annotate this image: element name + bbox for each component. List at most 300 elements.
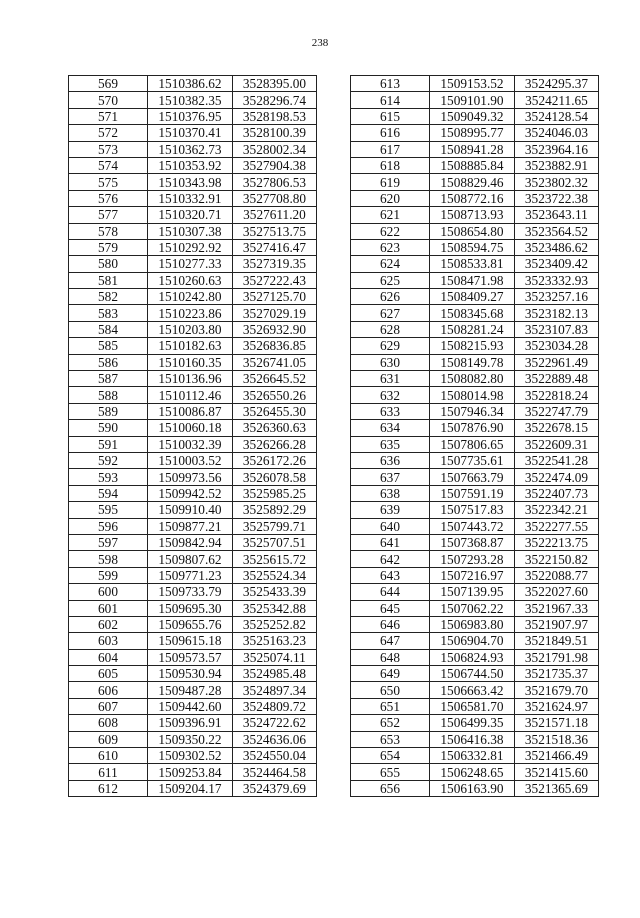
- point-number-cell: 617: [351, 141, 430, 157]
- point-number-cell: 581: [69, 272, 148, 288]
- x-coordinate-cell: 1510032.39: [148, 436, 233, 452]
- point-number-cell: 610: [69, 748, 148, 764]
- table-row: [351, 256, 599, 272]
- table-row: [351, 436, 599, 452]
- point-number-cell: 589: [69, 403, 148, 419]
- table-row: [351, 321, 599, 337]
- point-number-cell: 576: [69, 190, 148, 206]
- y-coordinate-cell: 3525163.23: [233, 633, 317, 649]
- y-coordinate-cell: 3522277.55: [515, 518, 599, 534]
- x-coordinate-cell: 1509350.22: [148, 731, 233, 747]
- point-number-cell: 584: [69, 321, 148, 337]
- x-coordinate-cell: 1508594.75: [430, 239, 515, 255]
- y-coordinate-cell: 3523643.11: [515, 207, 599, 223]
- y-coordinate-cell: 3522541.28: [515, 452, 599, 468]
- y-coordinate-cell: 3521365.69: [515, 780, 599, 796]
- x-coordinate-cell: 1507293.28: [430, 551, 515, 567]
- table-row: [69, 207, 317, 223]
- table-row: [69, 584, 317, 600]
- x-coordinate-cell: 1510086.87: [148, 403, 233, 419]
- table-row: [351, 666, 599, 682]
- point-number-cell: 625: [351, 272, 430, 288]
- y-coordinate-cell: 3524464.58: [233, 764, 317, 780]
- x-coordinate-cell: 1508829.46: [430, 174, 515, 190]
- y-coordinate-cell: 3525799.71: [233, 518, 317, 534]
- table-row: [69, 338, 317, 354]
- x-coordinate-cell: 1510386.62: [148, 76, 233, 92]
- y-coordinate-cell: 3523802.32: [515, 174, 599, 190]
- point-number-cell: 643: [351, 567, 430, 583]
- point-number-cell: 636: [351, 452, 430, 468]
- y-coordinate-cell: 3521466.49: [515, 748, 599, 764]
- y-coordinate-cell: 3526455.30: [233, 403, 317, 419]
- y-coordinate-cell: 3521679.70: [515, 682, 599, 698]
- x-coordinate-cell: 1510260.63: [148, 272, 233, 288]
- point-number-cell: 612: [69, 780, 148, 796]
- table-row: [351, 420, 599, 436]
- point-number-cell: 597: [69, 534, 148, 550]
- point-number-cell: 653: [351, 731, 430, 747]
- table-row: [69, 698, 317, 714]
- x-coordinate-cell: 1510223.86: [148, 305, 233, 321]
- point-number-cell: 635: [351, 436, 430, 452]
- x-coordinate-cell: 1508654.80: [430, 223, 515, 239]
- y-coordinate-cell: 3521624.97: [515, 698, 599, 714]
- x-coordinate-cell: 1509049.32: [430, 108, 515, 124]
- point-number-cell: 606: [69, 682, 148, 698]
- point-number-cell: 628: [351, 321, 430, 337]
- x-coordinate-cell: 1509153.52: [430, 76, 515, 92]
- table-row: [351, 174, 599, 190]
- table-row: [69, 403, 317, 419]
- y-coordinate-cell: 3526645.52: [233, 371, 317, 387]
- y-coordinate-cell: 3524636.06: [233, 731, 317, 747]
- table-row: [351, 731, 599, 747]
- y-coordinate-cell: 3523722.38: [515, 190, 599, 206]
- y-coordinate-cell: 3522747.79: [515, 403, 599, 419]
- table-row: [69, 223, 317, 239]
- table-row: [69, 174, 317, 190]
- table-row: [351, 584, 599, 600]
- y-coordinate-cell: 3521967.33: [515, 600, 599, 616]
- x-coordinate-cell: 1507062.22: [430, 600, 515, 616]
- point-number-cell: 583: [69, 305, 148, 321]
- x-coordinate-cell: 1507443.72: [430, 518, 515, 534]
- y-coordinate-cell: 3527904.38: [233, 157, 317, 173]
- x-coordinate-cell: 1506663.42: [430, 682, 515, 698]
- y-coordinate-cell: 3523486.62: [515, 239, 599, 255]
- y-coordinate-cell: 3528395.00: [233, 76, 317, 92]
- x-coordinate-cell: 1510060.18: [148, 420, 233, 436]
- x-coordinate-cell: 1506983.80: [430, 616, 515, 632]
- x-coordinate-cell: 1509695.30: [148, 600, 233, 616]
- x-coordinate-cell: 1506581.70: [430, 698, 515, 714]
- table-row: [69, 387, 317, 403]
- y-coordinate-cell: 3527708.80: [233, 190, 317, 206]
- table-row: [351, 748, 599, 764]
- x-coordinate-cell: 1508149.78: [430, 354, 515, 370]
- point-number-cell: 598: [69, 551, 148, 567]
- point-number-cell: 627: [351, 305, 430, 321]
- x-coordinate-cell: 1508885.84: [430, 157, 515, 173]
- point-number-cell: 641: [351, 534, 430, 550]
- table-row: [351, 633, 599, 649]
- point-number-cell: 592: [69, 452, 148, 468]
- table-row: [69, 256, 317, 272]
- point-number-cell: 621: [351, 207, 430, 223]
- x-coordinate-cell: 1510382.35: [148, 92, 233, 108]
- table-row: [69, 567, 317, 583]
- y-coordinate-cell: 3525252.82: [233, 616, 317, 632]
- x-coordinate-cell: 1510320.71: [148, 207, 233, 223]
- table-row: [351, 649, 599, 665]
- table-row: [69, 108, 317, 124]
- point-number-cell: 579: [69, 239, 148, 255]
- x-coordinate-cell: 1508995.77: [430, 125, 515, 141]
- x-coordinate-cell: 1507806.65: [430, 436, 515, 452]
- y-coordinate-cell: 3522609.31: [515, 436, 599, 452]
- y-coordinate-cell: 3525985.25: [233, 485, 317, 501]
- point-number-cell: 649: [351, 666, 430, 682]
- table-row: [69, 452, 317, 468]
- table-row: [69, 125, 317, 141]
- point-number-cell: 633: [351, 403, 430, 419]
- point-number-cell: 586: [69, 354, 148, 370]
- point-number-cell: 646: [351, 616, 430, 632]
- y-coordinate-cell: 3522407.73: [515, 485, 599, 501]
- table-row: [69, 534, 317, 550]
- point-number-cell: 575: [69, 174, 148, 190]
- point-number-cell: 580: [69, 256, 148, 272]
- point-number-cell: 650: [351, 682, 430, 698]
- point-number-cell: 648: [351, 649, 430, 665]
- y-coordinate-cell: 3521415.60: [515, 764, 599, 780]
- point-number-cell: 614: [351, 92, 430, 108]
- y-coordinate-cell: 3522342.21: [515, 502, 599, 518]
- x-coordinate-cell: 1508345.68: [430, 305, 515, 321]
- point-number-cell: 595: [69, 502, 148, 518]
- table-row: [69, 272, 317, 288]
- table-row: [69, 321, 317, 337]
- point-number-cell: 655: [351, 764, 430, 780]
- table-row: [351, 764, 599, 780]
- x-coordinate-cell: 1510343.98: [148, 174, 233, 190]
- point-number-cell: 599: [69, 567, 148, 583]
- table-row: [69, 190, 317, 206]
- y-coordinate-cell: 3524809.72: [233, 698, 317, 714]
- y-coordinate-cell: 3528198.53: [233, 108, 317, 124]
- table-row: [351, 502, 599, 518]
- x-coordinate-cell: 1509253.84: [148, 764, 233, 780]
- y-coordinate-cell: 3522889.48: [515, 371, 599, 387]
- y-coordinate-cell: 3526360.63: [233, 420, 317, 436]
- y-coordinate-cell: 3526550.26: [233, 387, 317, 403]
- y-coordinate-cell: 3528296.74: [233, 92, 317, 108]
- y-coordinate-cell: 3524046.03: [515, 125, 599, 141]
- table-row: [351, 616, 599, 632]
- y-coordinate-cell: 3525074.11: [233, 649, 317, 665]
- table-row: [351, 600, 599, 616]
- table-row: [351, 780, 599, 796]
- y-coordinate-cell: 3523257.16: [515, 289, 599, 305]
- table-row: [69, 649, 317, 665]
- table-row: [69, 616, 317, 632]
- y-coordinate-cell: 3523564.52: [515, 223, 599, 239]
- y-coordinate-cell: 3522213.75: [515, 534, 599, 550]
- y-coordinate-cell: 3524295.37: [515, 76, 599, 92]
- point-number-cell: 640: [351, 518, 430, 534]
- table-row: [69, 289, 317, 305]
- point-number-cell: 626: [351, 289, 430, 305]
- x-coordinate-cell: 1508941.28: [430, 141, 515, 157]
- y-coordinate-cell: 3524379.69: [233, 780, 317, 796]
- table-row: [351, 518, 599, 534]
- y-coordinate-cell: 3527806.53: [233, 174, 317, 190]
- x-coordinate-cell: 1506332.81: [430, 748, 515, 764]
- point-number-cell: 601: [69, 600, 148, 616]
- x-coordinate-cell: 1509396.91: [148, 715, 233, 731]
- x-coordinate-cell: 1510332.91: [148, 190, 233, 206]
- point-number-cell: 631: [351, 371, 430, 387]
- table-row: [351, 76, 599, 92]
- point-number-cell: 582: [69, 289, 148, 305]
- point-number-cell: 616: [351, 125, 430, 141]
- y-coordinate-cell: 3522150.82: [515, 551, 599, 567]
- table-row: [69, 715, 317, 731]
- x-coordinate-cell: 1510203.80: [148, 321, 233, 337]
- x-coordinate-cell: 1507946.34: [430, 403, 515, 419]
- x-coordinate-cell: 1506499.35: [430, 715, 515, 731]
- x-coordinate-cell: 1510370.41: [148, 125, 233, 141]
- y-coordinate-cell: 3523964.16: [515, 141, 599, 157]
- x-coordinate-cell: 1509442.60: [148, 698, 233, 714]
- point-number-cell: 591: [69, 436, 148, 452]
- point-number-cell: 571: [69, 108, 148, 124]
- x-coordinate-cell: 1509942.52: [148, 485, 233, 501]
- x-coordinate-cell: 1510136.96: [148, 371, 233, 387]
- point-number-cell: 638: [351, 485, 430, 501]
- point-number-cell: 569: [69, 76, 148, 92]
- y-coordinate-cell: 3526932.90: [233, 321, 317, 337]
- table-row: [351, 534, 599, 550]
- y-coordinate-cell: 3521907.97: [515, 616, 599, 632]
- x-coordinate-cell: 1510242.80: [148, 289, 233, 305]
- x-coordinate-cell: 1509615.18: [148, 633, 233, 649]
- point-number-cell: 587: [69, 371, 148, 387]
- y-coordinate-cell: 3525433.39: [233, 584, 317, 600]
- x-coordinate-cell: 1508281.24: [430, 321, 515, 337]
- point-number-cell: 570: [69, 92, 148, 108]
- y-coordinate-cell: 3526078.58: [233, 469, 317, 485]
- point-number-cell: 637: [351, 469, 430, 485]
- y-coordinate-cell: 3527029.19: [233, 305, 317, 321]
- x-coordinate-cell: 1509973.56: [148, 469, 233, 485]
- y-coordinate-cell: 3521849.51: [515, 633, 599, 649]
- x-coordinate-cell: 1509910.40: [148, 502, 233, 518]
- x-coordinate-cell: 1506824.93: [430, 649, 515, 665]
- x-coordinate-cell: 1509733.79: [148, 584, 233, 600]
- y-coordinate-cell: 3525615.72: [233, 551, 317, 567]
- table-row: [351, 485, 599, 501]
- x-coordinate-cell: 1509877.21: [148, 518, 233, 534]
- table-row: [351, 469, 599, 485]
- point-number-cell: 607: [69, 698, 148, 714]
- table-row: [69, 371, 317, 387]
- table-row: [69, 436, 317, 452]
- y-coordinate-cell: 3521735.37: [515, 666, 599, 682]
- y-coordinate-cell: 3525524.34: [233, 567, 317, 583]
- point-number-cell: 603: [69, 633, 148, 649]
- x-coordinate-cell: 1509302.52: [148, 748, 233, 764]
- table-row: [69, 502, 317, 518]
- point-number-cell: 577: [69, 207, 148, 223]
- y-coordinate-cell: 3523034.28: [515, 338, 599, 354]
- y-coordinate-cell: 3527125.70: [233, 289, 317, 305]
- y-coordinate-cell: 3521518.36: [515, 731, 599, 747]
- y-coordinate-cell: 3523332.93: [515, 272, 599, 288]
- x-coordinate-cell: 1506248.65: [430, 764, 515, 780]
- x-coordinate-cell: 1508772.16: [430, 190, 515, 206]
- table-row: [69, 731, 317, 747]
- point-number-cell: 630: [351, 354, 430, 370]
- point-number-cell: 594: [69, 485, 148, 501]
- y-coordinate-cell: 3524128.54: [515, 108, 599, 124]
- point-number-cell: 605: [69, 666, 148, 682]
- table-row: [351, 354, 599, 370]
- table-row: [351, 289, 599, 305]
- y-coordinate-cell: 3527319.35: [233, 256, 317, 272]
- x-coordinate-cell: 1510292.92: [148, 239, 233, 255]
- point-number-cell: 615: [351, 108, 430, 124]
- table-row: [351, 338, 599, 354]
- x-coordinate-cell: 1508082.80: [430, 371, 515, 387]
- x-coordinate-cell: 1508014.98: [430, 387, 515, 403]
- table-row: [69, 239, 317, 255]
- y-coordinate-cell: 3527611.20: [233, 207, 317, 223]
- x-coordinate-cell: 1507368.87: [430, 534, 515, 550]
- x-coordinate-cell: 1509807.62: [148, 551, 233, 567]
- point-number-cell: 620: [351, 190, 430, 206]
- point-number-cell: 590: [69, 420, 148, 436]
- coordinate-table-right: [350, 75, 599, 797]
- point-number-cell: 647: [351, 633, 430, 649]
- y-coordinate-cell: 3527513.75: [233, 223, 317, 239]
- table-row: [69, 141, 317, 157]
- x-coordinate-cell: 1509101.90: [430, 92, 515, 108]
- table-row: [351, 239, 599, 255]
- point-number-cell: 578: [69, 223, 148, 239]
- table-row: [351, 682, 599, 698]
- point-number-cell: 623: [351, 239, 430, 255]
- x-coordinate-cell: 1510376.95: [148, 108, 233, 124]
- y-coordinate-cell: 3522961.49: [515, 354, 599, 370]
- y-coordinate-cell: 3527222.43: [233, 272, 317, 288]
- y-coordinate-cell: 3521791.98: [515, 649, 599, 665]
- point-number-cell: 585: [69, 338, 148, 354]
- x-coordinate-cell: 1510160.35: [148, 354, 233, 370]
- point-number-cell: 618: [351, 157, 430, 173]
- page-number: 238: [311, 37, 329, 49]
- x-coordinate-cell: 1509842.94: [148, 534, 233, 550]
- y-coordinate-cell: 3525342.88: [233, 600, 317, 616]
- table-row: [69, 518, 317, 534]
- x-coordinate-cell: 1507139.95: [430, 584, 515, 600]
- table-row: [69, 600, 317, 616]
- x-coordinate-cell: 1510353.92: [148, 157, 233, 173]
- y-coordinate-cell: 3528002.34: [233, 141, 317, 157]
- y-coordinate-cell: 3526266.28: [233, 436, 317, 452]
- x-coordinate-cell: 1507591.19: [430, 485, 515, 501]
- y-coordinate-cell: 3528100.39: [233, 125, 317, 141]
- table-row: [351, 698, 599, 714]
- x-coordinate-cell: 1510277.33: [148, 256, 233, 272]
- x-coordinate-cell: 1507517.83: [430, 502, 515, 518]
- x-coordinate-cell: 1510362.73: [148, 141, 233, 157]
- table-row: [351, 157, 599, 173]
- point-number-cell: 609: [69, 731, 148, 747]
- table-row: [351, 387, 599, 403]
- table-row: [69, 76, 317, 92]
- x-coordinate-cell: 1506904.70: [430, 633, 515, 649]
- table-row: [69, 92, 317, 108]
- y-coordinate-cell: 3526172.26: [233, 452, 317, 468]
- x-coordinate-cell: 1506163.90: [430, 780, 515, 796]
- table-row: [69, 485, 317, 501]
- y-coordinate-cell: 3523107.83: [515, 321, 599, 337]
- x-coordinate-cell: 1510112.46: [148, 387, 233, 403]
- x-coordinate-cell: 1508533.81: [430, 256, 515, 272]
- y-coordinate-cell: 3522678.15: [515, 420, 599, 436]
- point-number-cell: 596: [69, 518, 148, 534]
- table-row: [351, 715, 599, 731]
- x-coordinate-cell: 1510182.63: [148, 338, 233, 354]
- x-coordinate-cell: 1509771.23: [148, 567, 233, 583]
- y-coordinate-cell: 3525707.51: [233, 534, 317, 550]
- point-number-cell: 645: [351, 600, 430, 616]
- y-coordinate-cell: 3526836.85: [233, 338, 317, 354]
- x-coordinate-cell: 1509487.28: [148, 682, 233, 698]
- y-coordinate-cell: 3521571.18: [515, 715, 599, 731]
- point-number-cell: 656: [351, 780, 430, 796]
- x-coordinate-cell: 1506416.38: [430, 731, 515, 747]
- point-number-cell: 604: [69, 649, 148, 665]
- point-number-cell: 634: [351, 420, 430, 436]
- table-row: [69, 764, 317, 780]
- point-number-cell: 652: [351, 715, 430, 731]
- table-row: [69, 666, 317, 682]
- table-row: [351, 551, 599, 567]
- table-row: [69, 633, 317, 649]
- x-coordinate-cell: 1510003.52: [148, 452, 233, 468]
- point-number-cell: 644: [351, 584, 430, 600]
- x-coordinate-cell: 1507735.61: [430, 452, 515, 468]
- point-number-cell: 642: [351, 551, 430, 567]
- table-row: [351, 92, 599, 108]
- x-coordinate-cell: 1507876.90: [430, 420, 515, 436]
- point-number-cell: 639: [351, 502, 430, 518]
- y-coordinate-cell: 3526741.05: [233, 354, 317, 370]
- x-coordinate-cell: 1508409.27: [430, 289, 515, 305]
- y-coordinate-cell: 3522474.09: [515, 469, 599, 485]
- y-coordinate-cell: 3524550.04: [233, 748, 317, 764]
- table-row: [69, 682, 317, 698]
- x-coordinate-cell: 1509655.76: [148, 616, 233, 632]
- table-row: [351, 403, 599, 419]
- table-row: [69, 469, 317, 485]
- x-coordinate-cell: 1509204.17: [148, 780, 233, 796]
- y-coordinate-cell: 3522027.60: [515, 584, 599, 600]
- point-number-cell: 624: [351, 256, 430, 272]
